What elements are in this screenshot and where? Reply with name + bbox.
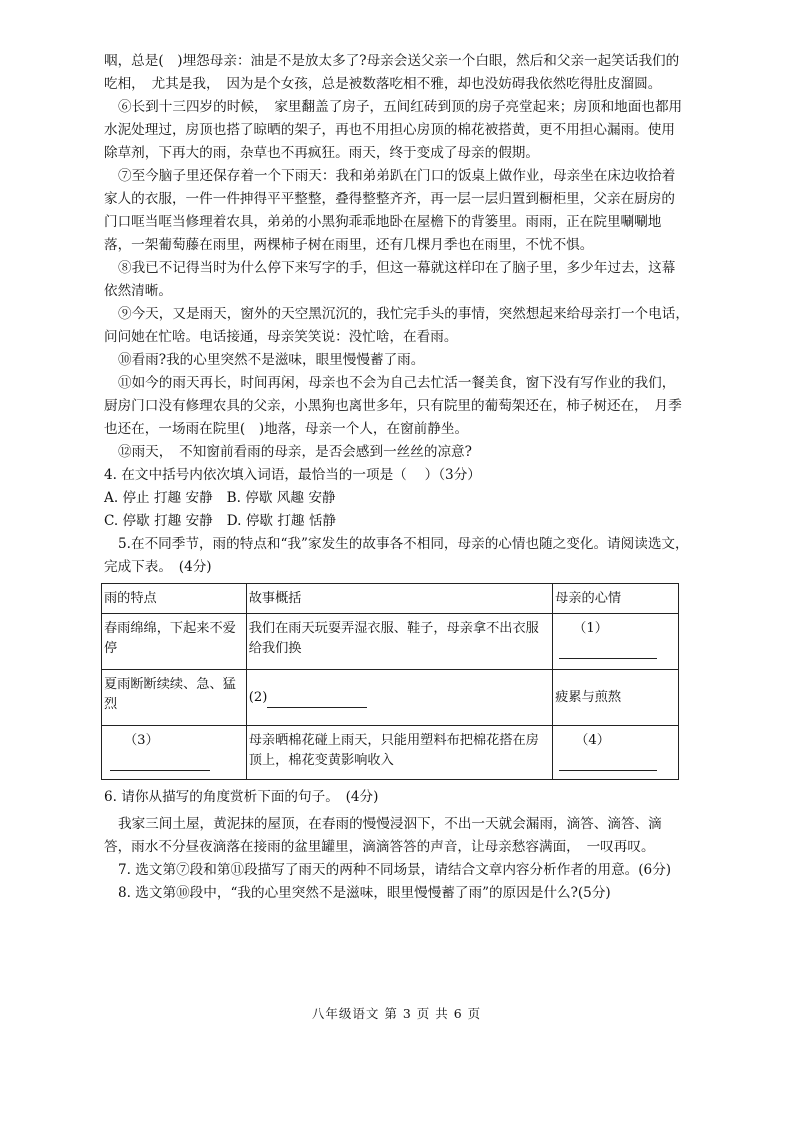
table-row (102, 726, 679, 780)
table-cell (102, 614, 247, 670)
passage-paragraph: ⑩看雨?我的心里突然不是滋味，眼里慢慢蓄了雨。 (118, 352, 425, 368)
answer-blank[interactable] (559, 644, 657, 659)
question-stem: 5.在不同季节，雨的特点和“我”家发生的故事各不相同，母亲的心情也随之变化。请阅读选文， 完成下表。 (4分) (104, 536, 696, 575)
cell-text: 夏雨断断续续、急、猛烈 (104, 677, 236, 712)
table-cell[interactable] (553, 726, 679, 780)
passage-paragraph: ⑦至今脑子里还保存着一个下雨天：我和弟弟趴在门口的饭桌上做作业，母亲坐在床边收拾着家人的衣服，一件一件抻得平平整整，叠得整整齐齐，再一层一层归置到橱柜里，父亲在厨房的门口哐当哐当修理着农具，弟弟的小黑狗乖乖地卧在屋檐下的背篓里。雨雨，正在院里唰唰地落，一架葡萄藤在雨里，两棵柿子树在雨里，还有几棵月季也在雨里，不忧不惧。 (104, 168, 676, 253)
question-stem: 8. 选文第⑩段中，“我的心里突然不是滋味，眼里慢慢蓄了雨”的原因是什么?(5分) (118, 885, 611, 901)
table-row (102, 614, 679, 670)
question-stem: 6. 请你从描写的角度赏析下面的句子。 (4分) (104, 789, 379, 805)
option-c: C. 停歇 打趣 安静 (104, 513, 213, 529)
table-cell[interactable] (553, 614, 679, 670)
option-a: A. 停止 打趣 安静 (104, 490, 213, 506)
table-cell[interactable] (246, 670, 552, 726)
page-footer: 八年级语文 第 3 页 共 6 页 (311, 1006, 482, 1021)
table-cell (102, 670, 247, 726)
cell-text: 母亲晒棉花碰上雨天，只能用塑料布把棉花搭在房顶上，棉花变黄影响收入 (248, 733, 539, 768)
question-4 (104, 464, 686, 533)
answer-table (101, 583, 679, 780)
passage-paragraph: ⑨今天，又是雨天，窗外的天空黑沉沉的，我忙完手头的事情，突然想起来给母亲打一个电话， 问问她在忙啥。电话接通，母亲笑笑说：没忙啥，在看雨。 (104, 306, 696, 345)
table-header: 母亲的心情 (553, 584, 679, 614)
reading-passage (104, 50, 696, 464)
question-8 (104, 882, 686, 905)
question-7 (104, 859, 686, 882)
table-header-row (102, 584, 679, 614)
question-5 (104, 533, 696, 780)
table-cell (553, 670, 679, 726)
table-cell (246, 614, 552, 670)
passage-paragraph: ⑫雨天， 不知窗前看雨的母亲，是否会感到一丝丝的凉意? (118, 444, 472, 460)
passage-paragraph: 咽，总是( )埋怨母亲：油是不是放太多了?母亲会送父亲一个白眼，然后和父亲一起笑话我们的吃相， 尤其是我， 因为是个女孩，总是被数落吃相不雅，却也没妨碍我依然吃得肚皮溜圆。 (104, 53, 680, 92)
answer-blank[interactable] (110, 756, 210, 771)
option-b: B. 停歇 风趣 安静 (226, 490, 336, 506)
table-row (102, 670, 679, 726)
quoted-sentence: 我家三间土屋，黄泥抹的屋顶，在春雨的慢慢浸泅下，不出一天就会漏雨，滴答、滴答、滴答，雨水不分昼夜滴落在接雨的盆里罐里，滴滴答答的声音，让母亲愁容满面， 一叹再叹。 (104, 816, 662, 855)
question-6 (104, 786, 686, 859)
options-row (104, 510, 686, 533)
passage-paragraph: ⑧我已不记得当时为什么停下来写字的手，但这一幕就这样印在了脑子里，多少年过去，这幕依然清晰。 (104, 260, 676, 299)
question-stem: 4. 在文中括号内依次填入词语，最恰当的一项是（ ）（3分） (104, 467, 481, 483)
option-d: D. 停歇 打趣 恬静 (226, 513, 337, 529)
table-header: 故事概括 (246, 584, 552, 614)
question-stem: 7. 选文第⑦段和第⑪段描写了雨天的两种不同场景，请结合文章内容分析作者的用意。(6分) (118, 862, 672, 878)
table-cell (246, 726, 552, 780)
blank-label: （1） (573, 621, 608, 636)
passage-paragraph: ⑪如今的雨天再长，时间再闲，母亲也不会为自己去忙活一餐美食，窗下没有写作业的我们，厨房门口没有修理农具的父亲，小黑狗也离世多年，只有院里的葡萄架还在，柿子树还在， 月季也还在，一场雨在院里( )地落，母亲一个人，在窗前静坐。 (104, 375, 682, 437)
blank-label: （4） (575, 733, 610, 748)
cell-text: 我们在雨天玩耍弄湿衣服、鞋子，母亲拿不出衣服给我们换 (248, 621, 539, 656)
blank-label: (2) (248, 690, 268, 705)
blank-label: （3） (124, 733, 159, 748)
answer-blank[interactable] (267, 693, 367, 708)
cell-text: 春雨绵绵，下起来不爱停 (104, 621, 236, 656)
table-cell[interactable] (102, 726, 247, 780)
table-header: 雨的特点 (102, 584, 247, 614)
answer-blank[interactable] (559, 756, 657, 771)
cell-text: 疲累与煎熬 (555, 690, 622, 705)
options-row (104, 487, 686, 510)
passage-paragraph: ⑥长到十三四岁的时候， 家里翻盖了房子，五间红砖到顶的房子亮堂起来；房顶和地面也都用水泥处理过，房顶也搭了晾晒的架子，再也不用担心房顶的棉花被搭黄，更不用担心漏雨。使用除草剂，下再大的雨，杂草也不再疯狂。雨天，终于变成了母亲的假期。 (104, 99, 683, 161)
exam-page (104, 50, 696, 905)
